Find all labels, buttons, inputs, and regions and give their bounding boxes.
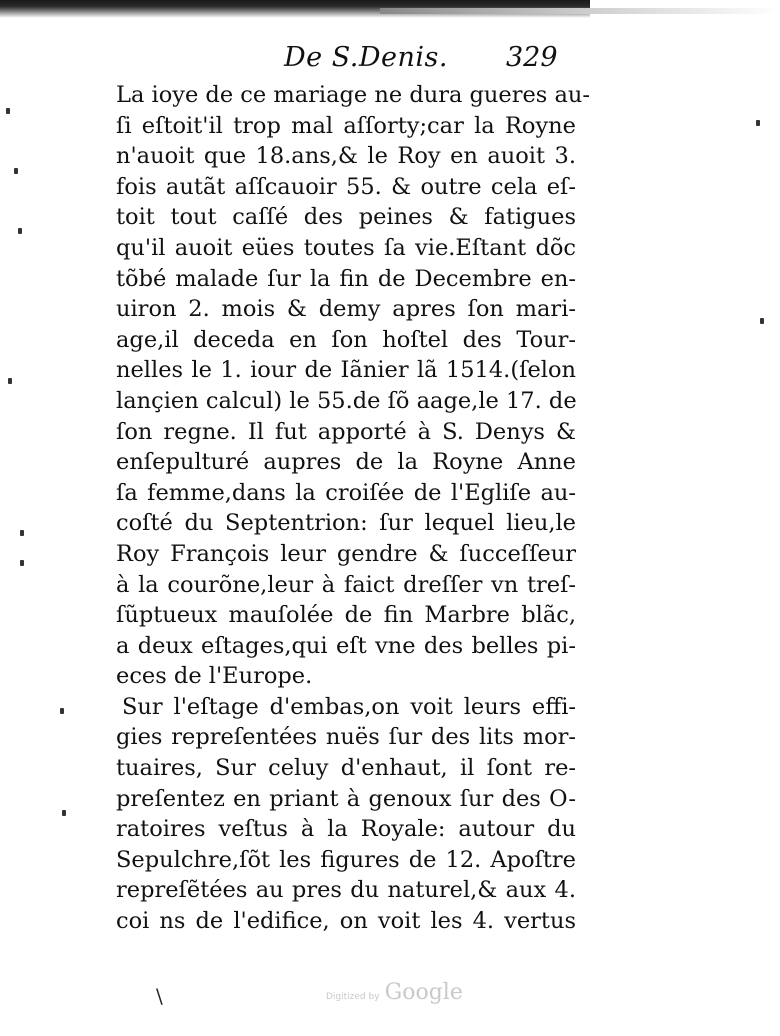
text-line: age,il deceda en ſon hoſtel des Tour- xyxy=(116,326,576,353)
scan-speck xyxy=(756,120,760,126)
text-line: La ioye de ce mariage ne dura gueres au- xyxy=(116,82,591,108)
watermark-logo-text: Google xyxy=(384,980,463,1005)
scan-speck xyxy=(20,530,24,536)
text-line: coſté du Septentrion: ſur lequel lieu,le xyxy=(116,510,576,537)
text-line: repreſẽtées au pres du naturel,& aux 4. xyxy=(116,877,576,904)
text-line: toit tout caſſé des peines & fatigues xyxy=(116,204,576,231)
digitization-watermark xyxy=(326,980,463,1005)
text-line: enſepulturé aupres de la Royne Anne xyxy=(116,449,576,476)
text-line: gies repreſentées nuës ſur des lits mor- xyxy=(116,724,576,751)
text-line: tuaires, Sur celuy d'enhaut, il ſont re- xyxy=(116,755,576,782)
text-line: eces de l'Europe. xyxy=(116,663,313,690)
running-head: De S.Denis. xyxy=(284,42,448,73)
text-line: Sepulchre,ſõt les figures de 12. Apoſtre xyxy=(116,846,576,873)
body-text xyxy=(116,80,591,937)
text-line: a deux eſtages,qui eſt vne des belles pi- xyxy=(116,632,576,659)
scan-speck xyxy=(8,378,12,384)
text-line: fois autãt aſſcauoir 55. & outre cela eſ- xyxy=(116,173,576,200)
text-line: ſi eſtoit'il trop mal aſſorty;car la Royne xyxy=(116,112,576,139)
text-line: à la courõne,leur à faict dreſſer vn treſ- xyxy=(116,571,576,598)
scan-speck xyxy=(60,708,64,714)
scan-speck xyxy=(18,228,22,234)
page-number: 329 xyxy=(506,42,558,73)
text-line: qu'il auoit eües toutes ſa vie.Eſtant dõc xyxy=(116,234,576,261)
text-line: nelles le 1. iour de Iãnier lã 1514.(ſelon xyxy=(116,357,576,384)
text-line: ſũptueux mauſolée de fin Marbre blãc, xyxy=(116,602,576,629)
scan-speck xyxy=(6,108,10,114)
text-line: Roy François leur gendre & ſucceſſeur xyxy=(116,540,576,567)
watermark-small-text: Digitized by xyxy=(326,992,380,1002)
scan-speck xyxy=(62,810,66,816)
text-line: n'auoit que 18.ans,& le Roy en auoit 3. xyxy=(116,143,576,170)
text-line: preſentez en priant à genoux ſur des O- xyxy=(116,785,576,812)
text-line: ratoires veſtus à la Royale: autour du xyxy=(116,816,576,843)
text-line: ſon regne. Il fut apporté à S. Denys & xyxy=(116,418,576,445)
scan-speck xyxy=(14,168,18,174)
scan-speck xyxy=(760,318,764,324)
text-line: lançien calcul) le 55.de ſõ aage,le 17. de xyxy=(116,387,577,414)
text-line: ſa femme,dans la croiſée de l'Egliſe au- xyxy=(116,479,576,506)
text-line: Sur l'eſtage d'embas,on voit leurs effi- xyxy=(122,693,576,720)
page-header xyxy=(0,40,780,80)
scan-speck xyxy=(20,560,24,566)
footer-mark: \ xyxy=(156,984,163,1008)
top-scan-shadow xyxy=(380,8,780,14)
text-line: coi ns de l'edifice, on voit les 4. vertus xyxy=(116,908,576,935)
text-line: uiron 2. mois & demy apres ſon mari- xyxy=(116,296,576,323)
text-line: tõbé malade ſur la fin de Decembre en- xyxy=(116,265,576,292)
